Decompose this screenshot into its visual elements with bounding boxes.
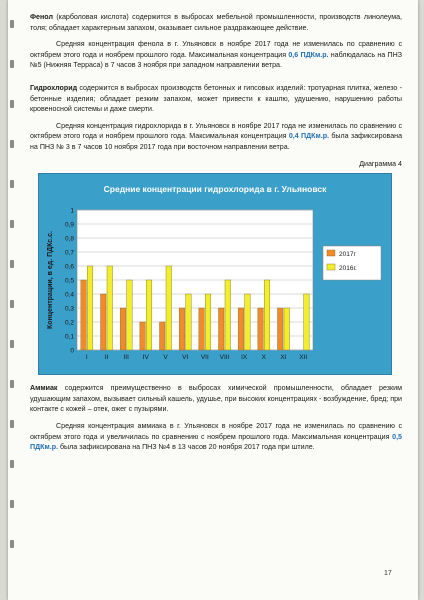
phenol-average-paragraph (30, 39, 402, 71)
y-tick-label: 0,2 (64, 319, 74, 327)
bar-2017 (179, 308, 185, 350)
x-tick-label: XII (299, 354, 308, 362)
bar-2016 (205, 294, 211, 350)
bar-2016 (87, 266, 93, 350)
bar-2016 (284, 308, 290, 350)
phenol-max-value: 0,6 ПДКм.р. (288, 50, 329, 59)
y-tick-label: 0,7 (64, 249, 74, 257)
hcl-term: Гидрохлорид (30, 83, 78, 92)
bar-2017 (140, 322, 146, 350)
y-axis-label: Концентрации, в ед. ПДКс.с. (47, 231, 54, 330)
y-tick-label: 0 (70, 347, 74, 355)
hcl-max-value: 0,4 ПДКм.р. (288, 132, 330, 141)
y-tick-label: 1 (70, 207, 74, 215)
bar-2017 (219, 308, 225, 350)
hcl-paragraph (30, 83, 402, 115)
bar-2016 (186, 294, 192, 350)
x-tick-label: IX (241, 354, 248, 362)
x-tick-label: II (104, 354, 109, 362)
bar-2017 (199, 308, 205, 350)
x-tick-label: IV (142, 354, 149, 362)
legend-label: 2017г (339, 251, 356, 259)
phenol-average-text-end: наблюдалась на ПНЗ №5 (Нижняя Терраса) в 7 часов 3 ноября при западном направлении ветра. (30, 50, 402, 70)
x-tick-label: III (123, 354, 129, 362)
phenol-paragraph (30, 12, 402, 33)
document-page (8, 0, 418, 600)
y-tick-label: 0,1 (64, 333, 74, 341)
hcl-description: содержится в выбросах производств бетонных и гипсовых изделий: тротуарная плитка, железо - бетонные изделия; обладает резким запахом, может привести к кашлю, удушению, нарушению работы кровеносной системы и даже смерти. (30, 83, 402, 114)
legend-swatch (327, 250, 335, 256)
phenol-term: Фенол (30, 13, 53, 21)
y-tick-label: 0,9 (64, 221, 74, 229)
y-tick-label: 0,5 (64, 277, 74, 285)
hcl-average-text-end: была зафиксирована на ПНЗ № 3 в 7 часов 10 ноября 2017 года при восточном направлении ветра. (30, 132, 403, 151)
legend-swatch (327, 264, 335, 270)
x-tick-label: X (261, 354, 267, 362)
ammonia-paragraph (30, 383, 402, 415)
legend-label: 2016г. (339, 265, 357, 273)
ammonia-description: содержится преимущественно в выбросах химической промышленности, обладает резким удушающим запахом, вызывает сильный кашель, удушье, при высоких концентрациях - возбуждение, бред; при контакте с кожей – отек, ожег с пузырями. (30, 384, 402, 414)
bar-2016 (166, 266, 172, 350)
binding-holes (8, 0, 16, 600)
y-tick-label: 0,6 (64, 263, 74, 271)
chart-title: Средние концентрации гидрохлорида в г. Ульяновск (103, 184, 327, 195)
bar-2016 (264, 280, 270, 350)
phenol-average-text: Средняя концентрация фенола в г. Ульяновск в ноябре 2017 года не изменилась по сравнению с октябрем этого года и ноябрем прошлого года. Максимальная концентрация (30, 40, 402, 59)
page-number: 17 (384, 570, 392, 577)
bar-2017 (81, 280, 87, 350)
bar-2016 (146, 280, 152, 350)
y-tick-label: 0,3 (64, 305, 74, 313)
x-tick-label: VII (200, 354, 209, 362)
ammonia-max-value: 0,5 ПДКм.р. (30, 432, 402, 452)
bar-2016 (225, 280, 231, 350)
y-tick-label: 0,8 (64, 235, 74, 243)
chart-svg (39, 174, 391, 374)
bar-2017 (101, 294, 107, 350)
hcl-chart (38, 173, 392, 375)
document-body (30, 12, 402, 459)
ammonia-average-paragraph (30, 421, 402, 453)
x-tick-label: I (85, 354, 88, 362)
bar-2016 (304, 294, 310, 350)
bar-2017 (258, 308, 264, 350)
x-tick-label: VI (182, 354, 189, 362)
bar-2017 (160, 322, 166, 350)
hcl-average-paragraph (30, 121, 402, 153)
hcl-average-text: Средняя концентрация гидрохлорида в г. Ульяновск в ноябре 2017 года не изменилась по сравнению с октябрем этого года и ноябрем прошлого года. Максимальная концентрация (30, 121, 402, 141)
x-tick-label: XI (280, 354, 287, 362)
bar-2017 (238, 308, 244, 350)
bar-2016 (127, 280, 132, 350)
bar-2016 (245, 294, 251, 350)
x-tick-label: VIII (219, 354, 230, 362)
bar-2017 (120, 308, 126, 350)
phenol-description: (карболовая кислота) содержится в выбросах мебельной промышленности, производств линолеума, толя; обладает характерным запахом, оказывает сильное раздражающее действие. (30, 13, 402, 32)
ammonia-average-text-end: была зафиксирована на ПНЗ №4 в 13 часов 20 ноября 2017 года при штиле. (58, 443, 315, 452)
bar-2016 (107, 266, 113, 350)
ammonia-average-text: Средняя концентрация аммиака в г. Ульяновск в ноябре 2017 года не изменилась по сравнению с октябрем этого года и увеличилась по сравнению с ноябрем прошлого года. Максимальная концентрация (30, 421, 402, 441)
ammonia-term: Аммиак (30, 384, 58, 393)
bar-2017 (278, 308, 284, 350)
diagram-label: Диаграмма 4 (359, 159, 402, 168)
y-tick-label: 0,4 (64, 291, 74, 299)
x-tick-label: V (163, 354, 168, 362)
